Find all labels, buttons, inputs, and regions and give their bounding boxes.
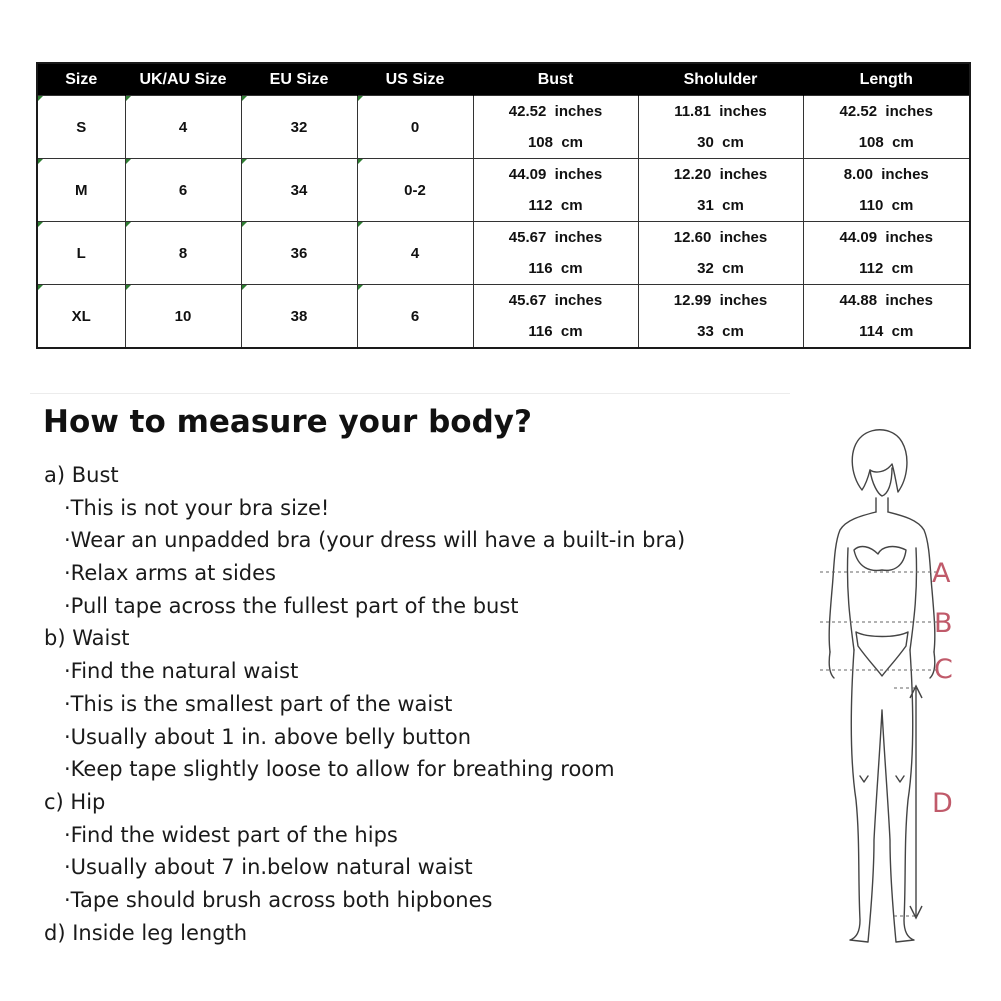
guide-tip: ·This is not your bra size!: [64, 495, 330, 520]
uk-au-size-cell: 8: [125, 222, 241, 285]
length-cell: [803, 285, 970, 349]
marker-a: A: [932, 558, 951, 589]
us-size-cell: 4: [357, 222, 473, 285]
guide-tip: ·Relax arms at sides: [64, 561, 276, 586]
table-row: [37, 96, 970, 159]
length-cm-value: 114 cm: [859, 323, 914, 340]
guide-instructions: [44, 459, 764, 949]
torso-outline: [829, 512, 935, 652]
guide-tip: ·Pull tape across the fullest part of the bust: [64, 593, 519, 618]
uk-au-size-cell: 6: [125, 159, 241, 222]
length-cm-value: 110 cm: [859, 197, 914, 214]
length-cell: [803, 96, 970, 159]
length-cm-value: 112 cm: [859, 260, 914, 277]
shoulder-in-value: 11.81 inches: [674, 103, 767, 120]
legs-outline: [850, 650, 914, 942]
guide-title: How to measure your body?: [43, 404, 532, 440]
us-size-cell: 0-2: [357, 159, 473, 222]
us-size-cell: 6: [357, 285, 473, 349]
bust-cm-value: 116 cm: [528, 323, 583, 340]
uk-au-size-cell: 4: [125, 96, 241, 159]
table-row: [37, 285, 970, 349]
bust-in-value: 45.67 inches: [508, 229, 603, 246]
shoulder-in-value: 12.60 inches: [673, 229, 768, 246]
length-in-value: 8.00 inches: [843, 166, 929, 183]
guide-tip: ·Usually about 1 in. above belly button: [64, 724, 472, 749]
bust-in-value: 44.09 inches: [508, 166, 603, 183]
guide-tip: ·Find the widest part of the hips: [64, 822, 398, 847]
marker-c: C: [934, 654, 953, 685]
bust-in-value: 45.67 inches: [508, 292, 603, 309]
shoulder-cm-value: 32 cm: [697, 260, 744, 277]
length-in-value: 42.52 inches: [839, 103, 933, 120]
bust-cell: [473, 159, 638, 222]
shoulder-cell: [638, 159, 803, 222]
length-cell: [803, 159, 970, 222]
bust-cm-value: 116 cm: [528, 260, 583, 277]
head-outline: [852, 430, 907, 492]
guide-heading: a) Bust: [44, 463, 119, 487]
size-chart-table: [36, 62, 971, 349]
column-header: Length: [803, 63, 970, 96]
guide-heading: c) Hip: [44, 789, 106, 814]
eu-size-cell: 32: [241, 96, 357, 159]
length-in-value: 44.09 inches: [839, 229, 933, 246]
column-header: EU Size: [241, 63, 357, 96]
size-cell: XL: [37, 285, 125, 349]
body-measurement-figure: [790, 420, 970, 960]
guide-tip: ·Usually about 7 in.below natural waist: [64, 855, 473, 880]
bust-cell: [473, 96, 638, 159]
table-row: [37, 222, 970, 285]
column-header: Size: [37, 63, 125, 96]
size-cell: S: [37, 96, 125, 159]
shoulder-cell: [638, 96, 803, 159]
length-cell: [803, 222, 970, 285]
shoulder-in-value: 12.99 inches: [673, 292, 768, 309]
shoulder-cm-value: 33 cm: [697, 323, 744, 340]
length-in-value: 44.88 inches: [839, 292, 933, 309]
shoulder-cm-value: 31 cm: [697, 197, 744, 214]
guide-heading: d) Inside leg length: [44, 920, 248, 945]
marker-d: D: [932, 788, 953, 819]
shoulder-in-value: 12.20 inches: [673, 166, 768, 183]
marker-b: B: [934, 608, 953, 639]
shoulder-cell: [638, 285, 803, 349]
bust-cm-value: 112 cm: [528, 197, 583, 214]
table-row: [37, 159, 970, 222]
column-header: Sholulder: [638, 63, 803, 96]
guide-tip: ·Keep tape slightly loose to allow for breathing room: [64, 757, 615, 782]
guide-tip: ·This is the smallest part of the waist: [64, 691, 453, 716]
size-cell: L: [37, 222, 125, 285]
uk-au-size-cell: 10: [125, 285, 241, 349]
eu-size-cell: 38: [241, 285, 357, 349]
column-header: Bust: [473, 63, 638, 96]
column-header: US Size: [357, 63, 473, 96]
size-cell: M: [37, 159, 125, 222]
length-cm-value: 108 cm: [858, 134, 914, 151]
guide-tip: ·Find the natural waist: [64, 659, 299, 684]
guide-heading: b) Waist: [44, 626, 130, 651]
section-divider: [30, 393, 790, 394]
bust-cell: [473, 285, 638, 349]
bust-in-value: 42.52 inches: [508, 103, 603, 120]
bust-cm-value: 108 cm: [527, 134, 584, 151]
shoulder-cell: [638, 222, 803, 285]
bust-cell: [473, 222, 638, 285]
guide-tip: ·Tape should brush across both hipbones: [64, 887, 493, 912]
us-size-cell: 0: [357, 96, 473, 159]
guide-tip: ·Wear an unpadded bra (your dress will have a built-in bra): [64, 528, 686, 553]
eu-size-cell: 34: [241, 159, 357, 222]
column-header: UK/AU Size: [125, 63, 241, 96]
shoulder-cm-value: 30 cm: [697, 134, 744, 151]
eu-size-cell: 36: [241, 222, 357, 285]
table-header-row: [37, 63, 970, 96]
